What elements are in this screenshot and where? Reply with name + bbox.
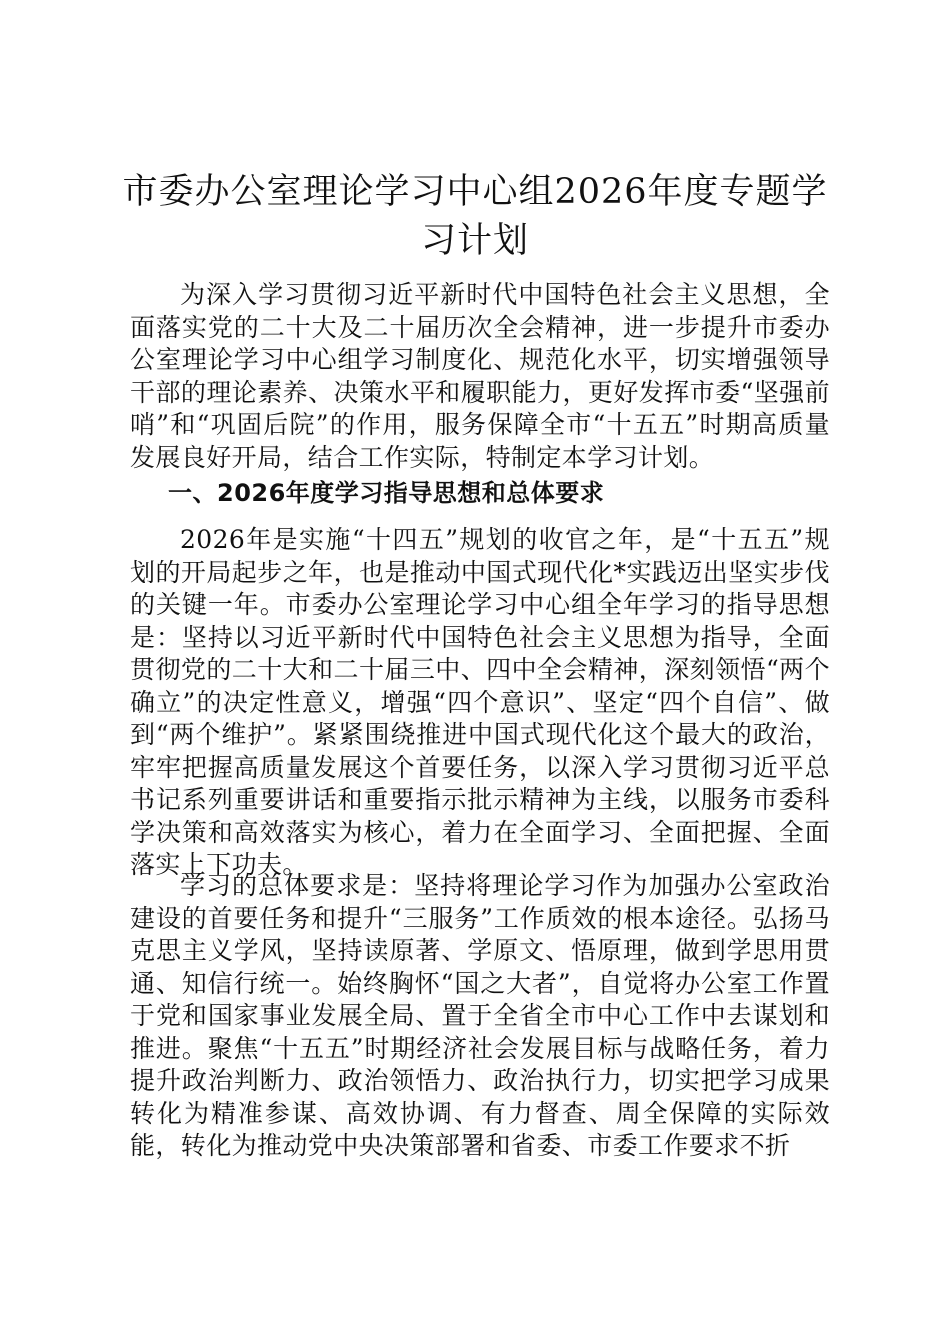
section-heading: 一、2026年度学习指导思想和总体要求 bbox=[168, 479, 605, 507]
guiding-thought-paragraph: 2026年是实施“十四五”规划的收官之年，是“十五五”规划的开局起步之年，也是推动中国式现代化*实践迈出坚实步伐的关键一年。市委办公室理论学习中心组全年学习的指导思想是：坚持以习近平新时代中国特色社会主义思想为指导，全面贯彻党的二十大和二十届三中、四中全会精神，深刻领悟“两个确立”的决定性意义，增强“四个意识”、坚定“四个自信”、做到“两个维护”。紧紧围绕推进中国式现代化这个最大的政治，牢牢把握高质量发展这个首要任务，以深入学习贯彻习近平总书记系列重要讲话和重要指示批示精神为主线，以服务市委科学决策和高效落实为核心，着力在全面学习、全面把握、全面落实上下功夫。 bbox=[130, 525, 830, 879]
intro-paragraph: 为深入学习贯彻习近平新时代中国特色社会主义思想，全面落实党的二十大及二十届历次全会精神，进一步提升市委办公室理论学习中心组学习制度化、规范化水平，切实增强领导干部的理论素养、决策水平和履职能力，更好发挥市委“坚强前哨”和“巩固后院”的作用，服务保障全市“十五五”时期高质量发展良好开局，结合工作实际，特制定本学习计划。 bbox=[130, 280, 830, 472]
general-requirements-paragraph: 学习的总体要求是：坚持将理论学习作为加强办公室政治建设的首要任务和提升“三服务”工作质效的根本途径。弘扬马克思主义学风，坚持读原著、学原文、悟原理，做到学思用贯通、知信行统一。始终胸怀“国之大者”，自觉将办公室工作置于党和国家事业发展全局、置于全省全市中心工作中去谋划和推进。聚焦“十五五”时期经济社会发展目标与战略任务，着力提升政治判断力、政治领悟力、政治执行力，切实把学习成果转化为精准参谋、高效协调、有力督查、周全保障的实际效能，转化为推动党中央决策部署和省委、市委工作要求不折 bbox=[130, 871, 830, 1160]
document-title: 市委办公室理论学习中心组2026年度专题学习计划 bbox=[122, 172, 828, 261]
